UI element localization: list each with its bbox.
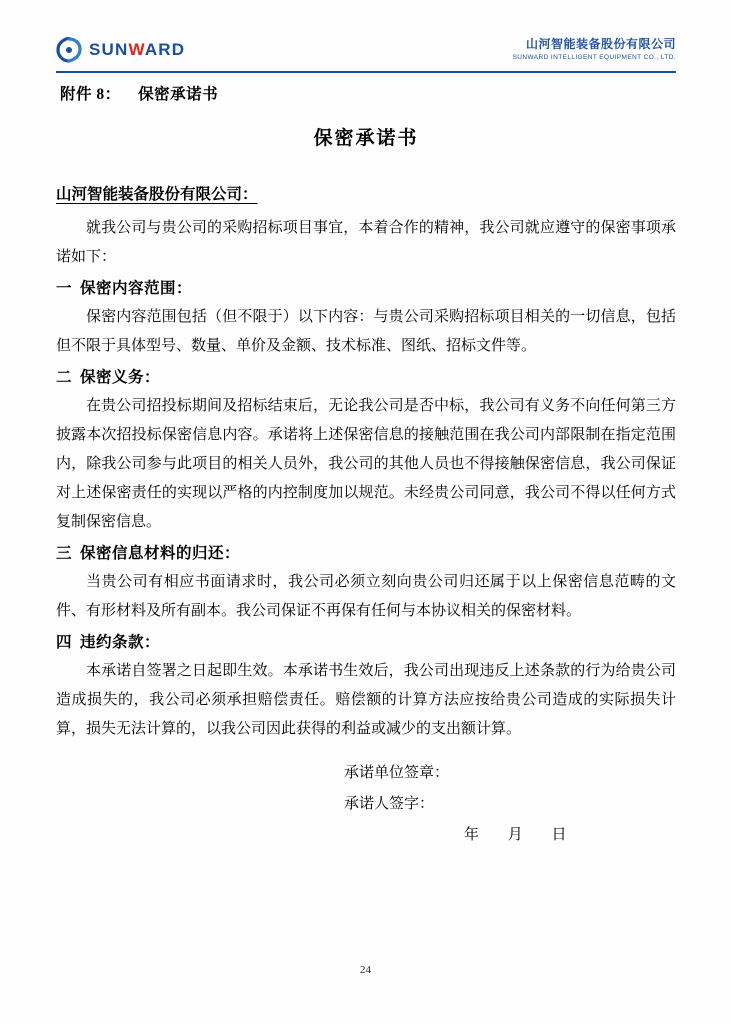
section-body-2: 在贵公司招投标期间及招标结束后，无论我公司是否中标，我公司有义务不向任何第三方披露本次招投标保密信息内容。承诺将上述保密信息的接触范围在我公司内部限制在指定范围内，除我公司参与此项目的相关人员外，我公司的其他人员也不得接触保密信息，我公司保证对上述保密责任的实现以严格的内控制度加以规范。未经贵公司同意，我公司不得以任何方式复制保密信息。 bbox=[56, 398, 676, 530]
document-header bbox=[56, 30, 676, 70]
sunward-swirl-logo-icon bbox=[56, 37, 82, 63]
section-number-3: 三 bbox=[56, 545, 73, 562]
addressee: 山河智能装备股份有限公司： bbox=[56, 186, 258, 203]
date-day-label: 日 bbox=[551, 827, 568, 843]
section-title-1: 保密内容范围： bbox=[80, 280, 193, 297]
person-signature-label: 承诺人签字： bbox=[344, 796, 435, 812]
date-year-label: 年 bbox=[464, 827, 480, 843]
page-title: 保密承诺书 bbox=[313, 128, 419, 149]
company-logo bbox=[56, 37, 185, 63]
logo-word-sun: SUN bbox=[89, 40, 129, 59]
header-divider bbox=[56, 71, 676, 73]
logo-word-ard: ARD bbox=[144, 40, 186, 59]
company-seal-label: 承诺单位签章： bbox=[344, 765, 450, 781]
section-title-3: 保密信息材料的归还： bbox=[80, 545, 241, 562]
company-name-en: SUNWARD INTELLIGENT EQUIPMENT CO., LTD. bbox=[512, 54, 676, 62]
section-title-2: 保密义务： bbox=[80, 369, 161, 386]
section-body-4: 本承诺自签署之日起即生效。本承诺书生效后，我公司出现违反上述条款的行为给贵公司造成损失的，我公司必须承担赔偿责任。赔偿额的计算方法应按给贵公司造成的实际损失计算，损失无法计算的，以我公司因此获得的利益或减少的支出额计算。 bbox=[56, 663, 676, 737]
page-number: 24 bbox=[360, 964, 371, 976]
section-heading-2 bbox=[56, 363, 676, 392]
signature-block bbox=[56, 758, 676, 851]
section-body-1: 保密内容范围包括（但不限于）以下内容：与贵公司采购招标项目相关的一切信息，包括但不限于具体型号、数量、单价及金额、技术标准、图纸、招标文件等。 bbox=[56, 309, 676, 354]
company-name-cn: 山河智能装备股份有限公司 bbox=[525, 37, 676, 52]
section-number-2: 二 bbox=[56, 369, 73, 386]
attachment-title: 保密承诺书 bbox=[138, 86, 219, 103]
section-heading-4 bbox=[56, 628, 676, 657]
section-heading-1 bbox=[56, 274, 676, 303]
section-number-1: 一 bbox=[56, 280, 73, 297]
document-body bbox=[56, 80, 676, 851]
attachment-heading bbox=[60, 80, 676, 110]
intro-paragraph: 就我公司与贵公司的采购招标项目事宜，本着合作的精神，我公司就应遵守的保密事项承诺如下： bbox=[56, 220, 676, 265]
section-body-3: 当贵公司有相应书面请求时，我公司必须立刻向贵公司归还属于以上保密信息范畴的文件、有形材料及所有副本。我公司保证不再保有任何与本协议相关的保密材料。 bbox=[56, 574, 676, 619]
date-month-label: 月 bbox=[507, 827, 524, 843]
section-title-4: 违约条款： bbox=[80, 634, 161, 651]
section-number-4: 四 bbox=[56, 634, 73, 651]
signature-date-line bbox=[56, 820, 676, 851]
company-name-block bbox=[513, 38, 676, 61]
logo-wordmark bbox=[89, 40, 185, 60]
section-heading-3 bbox=[56, 539, 676, 568]
logo-word-w: W bbox=[128, 40, 145, 59]
attachment-label: 附件 8： bbox=[60, 86, 121, 103]
